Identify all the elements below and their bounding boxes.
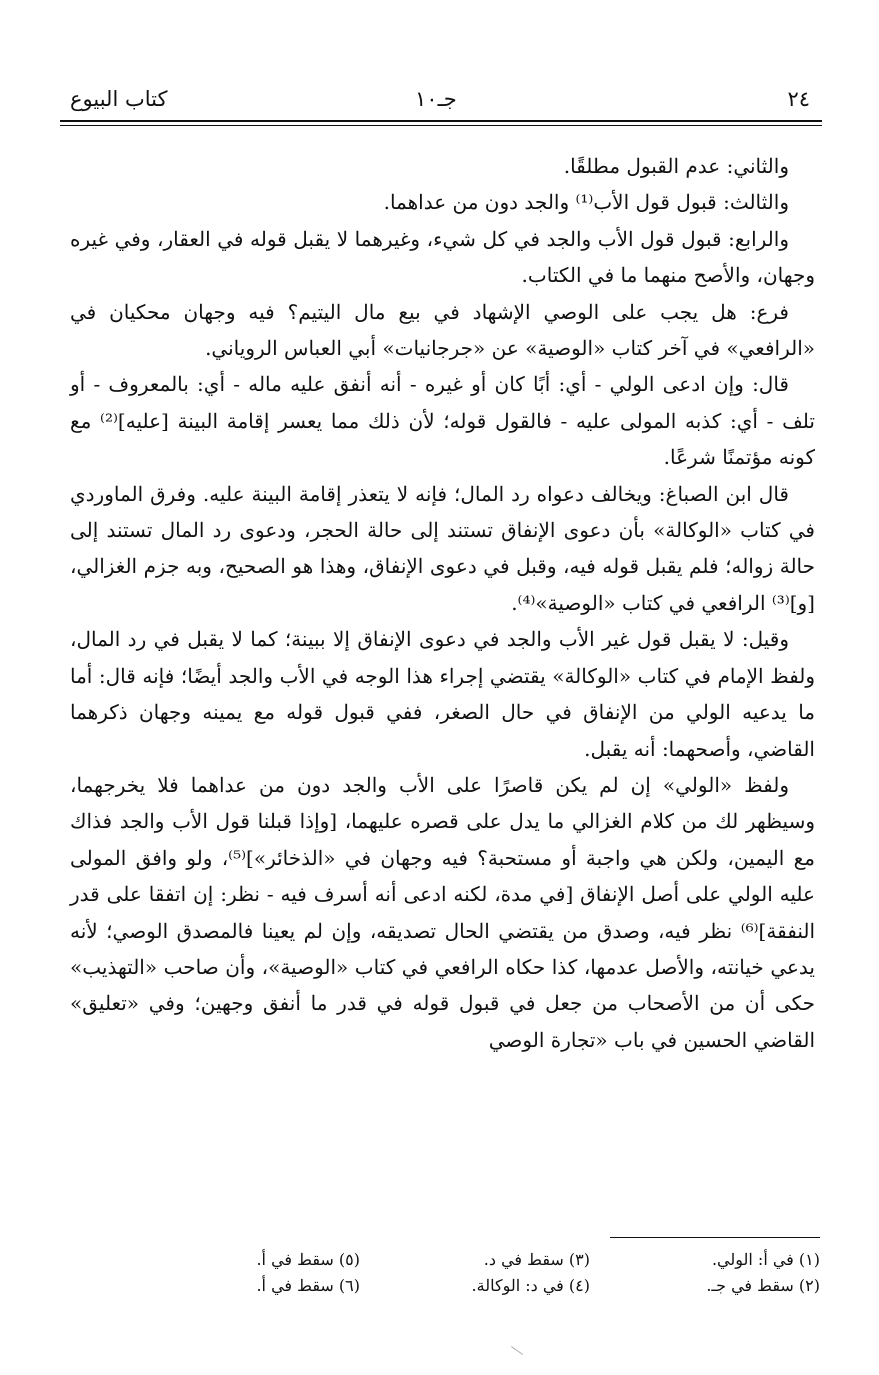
book-title: كتاب البيوع (70, 87, 168, 111)
scan-mark (511, 1346, 523, 1355)
footnote-5: (٥) سقط في أ. (256, 1250, 360, 1269)
paragraph: ولفظ «الولي» إن لم يكن قاصرًا على الأب والجد دون من عداهما فلا يخرجهما، وسيظهر لك من كلام الغزالي ما يدل على قصره عليهما، [وإذا قبلنا قول الأب والجد فذاك مع اليمين، ولكن هي واجبة أو مستحبة؟ فيه وجهان في «الذخائر»]⁽⁵⁾، ولو وافق المولى عليه الولي على أصل الإنفاق [في مدة، لكنه ادعى أنه أسرف فيه - نظر: إن اتفقا على قدر النفقة]⁽⁶⁾ نظر فيه، وصدق من يقتضي الحال تصديقه، وإن لم يعينا فالمصدق الوصي؛ لأنه يدعي خيانته، والأصل عدمها، كذا حكاه الرافعي في كتاب «الوصية»، وأن صاحب «التهذيب» حكى أن من الأصحاب من جعل في قبول قوله في قدر ما أنفق وجهين؛ وفي «تعليق» القاضي الحسين في باب «تجارة الوصي (70, 772, 815, 1052)
paragraph: قال ابن الصباغ: ويخالف دعواه رد المال؛ فإنه لا يتعذر إقامة البينة عليه. وفرق الماوردي في كتاب «الوكالة» بأن دعوى الإنفاق تستند إلى حالة الحجر، ودعوى رد المال تستند إلى حالة زواله؛ فلم يقبل قوله فيه، وقبل في دعوى الإنفاق، وهذا هو الصحيح، وبه جزم الغزالي، [و]⁽³⁾ الرافعي في كتاب «الوصية»⁽⁴⁾. (70, 481, 815, 615)
running-header (60, 84, 820, 120)
paragraph: وقيل: لا يقبل قول غير الأب والجد في دعوى الإنفاق إلا ببينة؛ كما لا يقبل في رد المال، ولفظ الإمام في كتاب «الوكالة» يقتضي إجراء هذا الوجه في الأب والجد أيضًا؛ فإنه قال: أما ما يدعيه الولي من الإنفاق في حال الصغر، ففي قبول قوله مع يمينه وجهان ذكرهما القاضي، وأصحهما: أنه يقبل. (70, 627, 815, 761)
footnote-separator (610, 1237, 820, 1238)
footnote-2: (٢) سقط في جـ. (706, 1276, 820, 1295)
header-rule-thick (60, 120, 822, 122)
volume-label: جـ١٠ (415, 87, 457, 111)
page-number: ٢٤ (787, 87, 810, 111)
header-rule-thin (60, 125, 822, 126)
paragraph: والثاني: عدم القبول مطلقًا. (563, 154, 789, 178)
footnotes (130, 1247, 820, 1307)
footnote-4: (٤) في د: الوكالة. (471, 1276, 590, 1295)
paragraph: فرع: هل يجب على الوصي الإشهاد في بيع مال اليتيم؟ فيه وجهان محكيان في «الرافعي» في آخر كتاب «الوصية» عن «جرجانيات» أبي العباس الروياني. (70, 299, 815, 361)
footnote-1: (١) في أ: الولي. (711, 1250, 820, 1269)
paragraph: والرابع: قبول قول الأب والجد في كل شيء، وغيرهما لا يقبل قوله في العقار، وفي غيره وجهان، والأصح منهما ما في الكتاب. (70, 226, 815, 288)
main-text (70, 148, 815, 1058)
footnote-3: (٣) سقط في د. (483, 1250, 590, 1269)
footnote-6: (٦) سقط في أ. (256, 1276, 360, 1295)
paragraph: والثالث: قبول قول الأب⁽¹⁾ والجد دون من عداهما. (383, 190, 789, 215)
paragraph: قال: وإن ادعى الولي - أي: أبًا كان أو غيره - أنه أنفق عليه ماله - أي: بالمعروف - أو تلف - أي: كذبه المولى عليه - فالقول قوله؛ لأن ذلك مما يعسر إقامة البينة [عليه]⁽²⁾ مع كونه مؤتمنًا شرعًا. (70, 372, 815, 470)
